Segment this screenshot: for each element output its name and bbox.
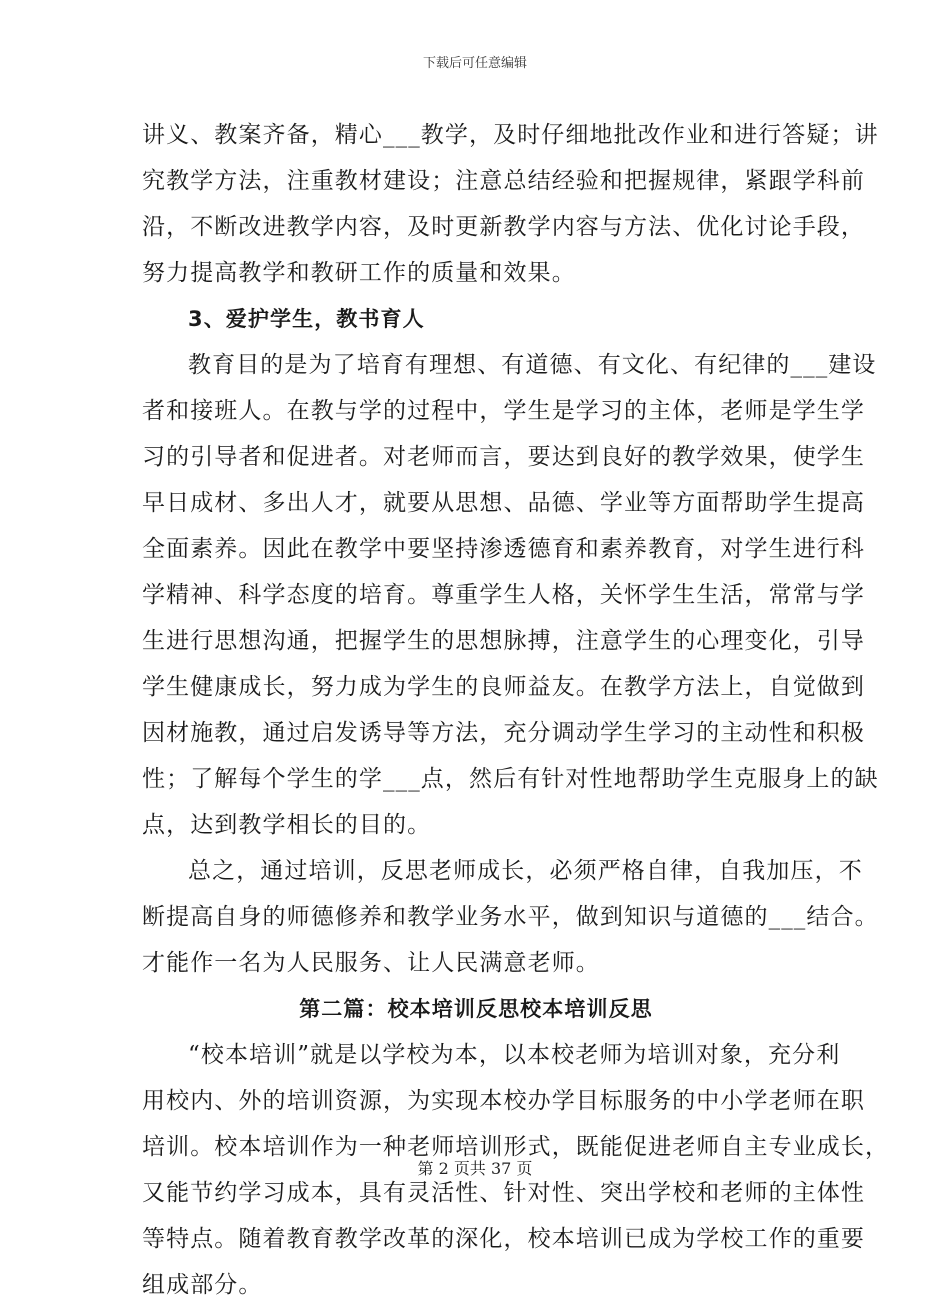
body-line: 生进行思想沟通，把握学生的思想脉搏，注意学生的心理变化，引导: [142, 628, 865, 654]
document-body: [142, 112, 890, 1308]
body-line: 学生健康成长，努力成为学生的良师益友。在教学方法上，自觉做到: [142, 674, 865, 700]
body-line: 总之，通过培训，反思老师成长，必须严格自律，自我加压，不: [188, 858, 863, 884]
body-line: 等特点。随着教育教学改革的深化，校本培训已成为学校工作的重要: [142, 1226, 865, 1252]
body-line: 培训。校本培训作为一种老师培训形式，既能促进老师自主专业成长，: [142, 1134, 890, 1160]
body-line: 究教学方法，注重教材建设；注意总结经验和把握规律，紧跟学科前: [142, 168, 865, 194]
body-line: 讲义、教案齐备，精心___教学，及时仔细地批改作业和进行答疑；讲: [142, 122, 879, 148]
body-line: 学精神、科学态度的培育。尊重学生人格，关怀学生生活，常常与学: [142, 582, 865, 608]
body-line: 教育目的是为了培育有理想、有道德、有文化、有纪律的___建设: [188, 352, 877, 378]
page-number: 第 2 页共 37 页: [417, 1159, 533, 1178]
body-line: 者和接班人。在教与学的过程中，学生是学习的主体，老师是学生学: [142, 398, 865, 424]
body-line: 早日成材、多出人才，就要从思想、品德、学业等方面帮助学生提高: [142, 490, 865, 516]
section-heading: 3、爱护学生，教书育人: [188, 307, 425, 331]
body-line: 全面素养。因此在教学中要坚持渗透德育和素养教育，对学生进行科: [142, 536, 865, 562]
body-line: 又能节约学习成本，具有灵活性、针对性、突出学校和老师的主体性: [142, 1180, 865, 1206]
chapter-title: 第二篇：校本培训反思校本培训反思: [299, 997, 653, 1021]
body-line: 习的引导者和促进者。对老师而言，要达到良好的教学效果，使学生: [142, 444, 865, 470]
body-line: 才能作一名为人民服务、让人民满意老师。: [142, 950, 600, 976]
body-line: 用校内、外的培训资源，为实现本校办学目标服务的中小学老师在职: [142, 1088, 865, 1114]
body-line: 因材施教，通过启发诱导等方法，充分调动学生学习的主动性和积极: [142, 720, 865, 746]
body-line: 沿，不断改进教学内容，及时更新教学内容与方法、优化讨论手段，: [142, 214, 865, 240]
body-line: 努力提高教学和教研工作的质量和效果。: [142, 260, 576, 286]
body-line: 组成部分。: [142, 1272, 263, 1298]
body-line: 点，达到教学相长的目的。: [142, 812, 432, 838]
page-header: 下载后可任意编辑: [422, 56, 527, 71]
body-line: “校本培训”就是以学校为本，以本校老师为培训对象，充分利: [188, 1042, 841, 1068]
body-line: 性；了解每个学生的学___点，然后有针对性地帮助学生克服身上的缺: [142, 766, 879, 792]
body-line: 断提高自身的师德修养和教学业务水平，做到知识与道德的___结合。: [142, 904, 879, 930]
